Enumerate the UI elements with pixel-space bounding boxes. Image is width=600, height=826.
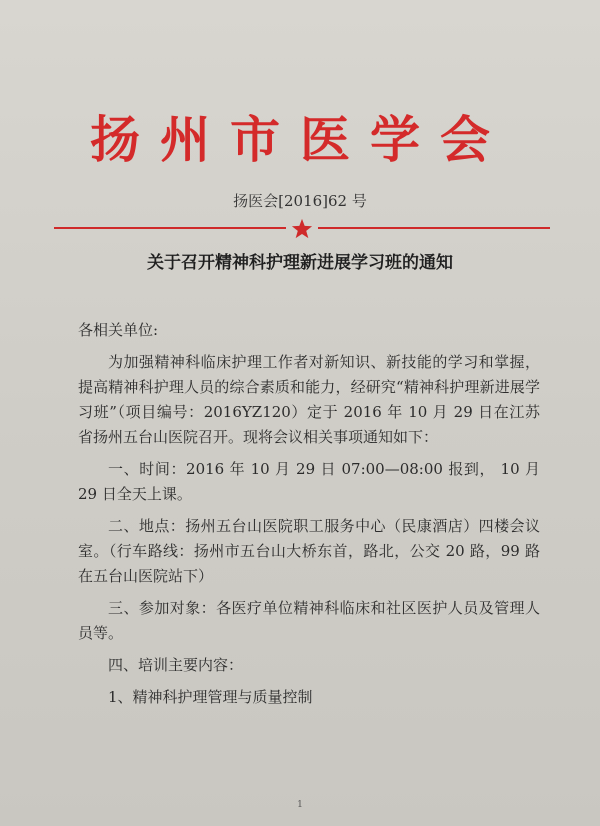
paragraph-participants: 三、参加对象：各医疗单位精神科临床和社区医护人员及管理人员等。 <box>78 599 540 642</box>
page-number: 1 <box>297 800 303 810</box>
red-rule-left <box>54 227 286 229</box>
star-icon <box>291 218 313 240</box>
notice-title: 关于召开精神科护理新进展学习班的通知 <box>147 253 453 273</box>
document-body <box>78 318 540 710</box>
paragraph-location: 二、地点：扬州五台山医院职工服务中心（民康酒店）四楼会议室。（行车路线：扬州市五台山大桥东首，路北，公交 20 路，99 路在五台山医院站下） <box>78 517 540 585</box>
paragraph-item-1: 1、精神科护理管理与质量控制 <box>108 688 313 706</box>
red-rule-right <box>318 227 550 229</box>
red-separator <box>54 222 550 234</box>
doc-number: 扬医会[2016]62 号 <box>233 192 367 210</box>
paragraph-intro: 为加强精神科临床护理工作者对新知识、新技能的学习和掌握，提高精神科护理人员的综合素质和能力，经研究“精神科护理新进展学习班”（项目编号：2016YZ120）定于 2016 年 10 月 29 日在江苏省扬州五台山医院召开。现将会议相关事项通知如下： <box>78 353 540 446</box>
org-title: 扬州市医学会 <box>90 110 510 169</box>
paragraph-training-content: 四、培训主要内容： <box>108 656 244 674</box>
paragraph-time: 一、时间：2016 年 10 月 29 日 07:00—08:00 报到， 10 月 29 日全天上课。 <box>78 460 540 503</box>
salutation: 各相关单位: <box>78 321 159 339</box>
